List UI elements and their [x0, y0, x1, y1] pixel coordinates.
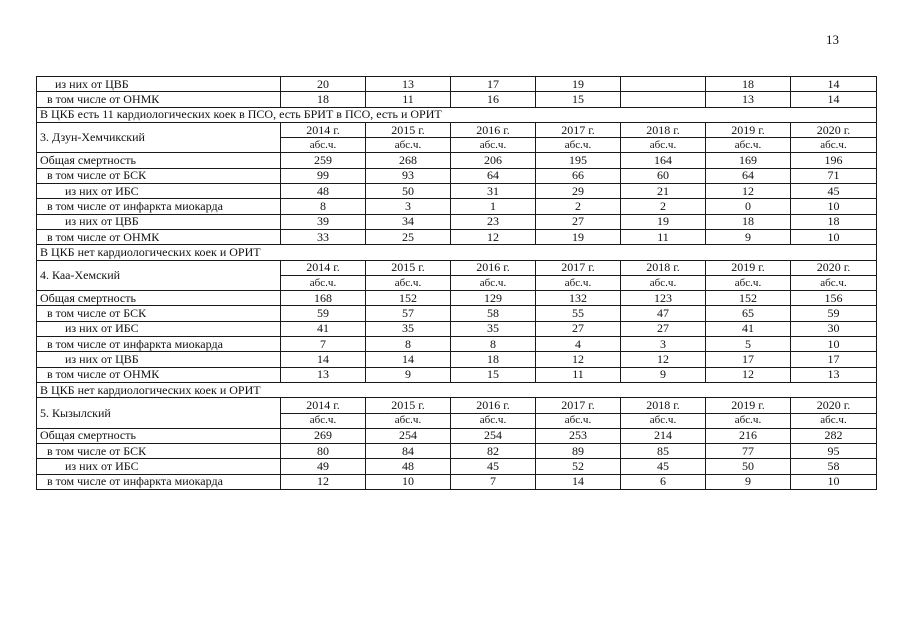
year-header: 2017 г.	[536, 398, 621, 413]
year-header: 2014 г.	[281, 122, 366, 137]
year-header: 2017 г.	[536, 122, 621, 137]
value-cell: 48	[281, 184, 366, 199]
value-cell: 99	[281, 168, 366, 183]
table-row	[37, 214, 877, 229]
unit-cell: абс.ч.	[281, 275, 366, 290]
value-cell: 18	[791, 214, 877, 229]
value-cell: 10	[791, 199, 877, 214]
table-row	[37, 367, 877, 382]
row-label: Общая смертность	[37, 153, 281, 168]
value-cell: 47	[621, 306, 706, 321]
value-cell: 0	[706, 199, 791, 214]
value-cell: 16	[451, 92, 536, 107]
value-cell: 2	[621, 199, 706, 214]
value-cell: 268	[366, 153, 451, 168]
unit-cell: абс.ч.	[706, 275, 791, 290]
value-cell: 80	[281, 444, 366, 459]
table-row	[37, 428, 877, 443]
value-cell: 59	[281, 306, 366, 321]
value-cell: 269	[281, 428, 366, 443]
value-cell: 20	[281, 77, 366, 92]
value-cell: 2	[536, 199, 621, 214]
row-label: из них от ЦВБ	[37, 214, 281, 229]
value-cell: 10	[791, 337, 877, 352]
year-header: 2018 г.	[621, 398, 706, 413]
value-cell: 9	[706, 229, 791, 244]
value-cell: 152	[706, 291, 791, 306]
row-label: из них от ИБС	[37, 459, 281, 474]
value-cell: 17	[451, 77, 536, 92]
value-cell: 15	[451, 367, 536, 382]
table-row	[37, 92, 877, 107]
row-label: в том числе от ОНМК	[37, 367, 281, 382]
table-row	[37, 321, 877, 336]
value-cell: 18	[451, 352, 536, 367]
row-label: в том числе от инфаркта миокарда	[37, 337, 281, 352]
value-cell: 30	[791, 321, 877, 336]
value-cell: 7	[281, 337, 366, 352]
year-header: 2020 г.	[791, 122, 877, 137]
table-row	[37, 474, 877, 489]
year-header: 2015 г.	[366, 398, 451, 413]
value-cell: 27	[536, 214, 621, 229]
value-cell: 214	[621, 428, 706, 443]
row-label: в том числе от инфаркта миокарда	[37, 199, 281, 214]
year-header: 2014 г.	[281, 260, 366, 275]
value-cell: 1	[451, 199, 536, 214]
value-cell: 259	[281, 153, 366, 168]
value-cell: 14	[791, 77, 877, 92]
value-cell: 45	[451, 459, 536, 474]
value-cell: 58	[791, 459, 877, 474]
value-cell: 3	[366, 199, 451, 214]
value-cell: 164	[621, 153, 706, 168]
value-cell: 12	[621, 352, 706, 367]
unit-cell: абс.ч.	[621, 275, 706, 290]
year-header: 2019 г.	[706, 260, 791, 275]
value-cell: 7	[451, 474, 536, 489]
unit-cell: абс.ч.	[706, 413, 791, 428]
year-header: 2015 г.	[366, 122, 451, 137]
row-label: из них от ИБС	[37, 184, 281, 199]
value-cell: 132	[536, 291, 621, 306]
value-cell: 60	[621, 168, 706, 183]
value-cell: 168	[281, 291, 366, 306]
section-note-row	[37, 245, 877, 260]
unit-cell: абс.ч.	[621, 413, 706, 428]
value-cell: 27	[536, 321, 621, 336]
value-cell: 13	[791, 367, 877, 382]
value-cell: 123	[621, 291, 706, 306]
value-cell: 195	[536, 153, 621, 168]
value-cell: 11	[536, 367, 621, 382]
row-label: из них от ЦВБ	[37, 77, 281, 92]
unit-cell: абс.ч.	[366, 275, 451, 290]
unit-cell: абс.ч.	[536, 413, 621, 428]
year-header: 2018 г.	[621, 260, 706, 275]
value-cell: 19	[536, 229, 621, 244]
table-row	[37, 306, 877, 321]
district-name: 4. Каа-Хемский	[37, 260, 281, 291]
unit-cell: абс.ч.	[706, 138, 791, 153]
value-cell: 282	[791, 428, 877, 443]
district-name: 3. Дзун-Хемчикский	[37, 122, 281, 153]
table-row	[37, 77, 877, 92]
year-header: 2020 г.	[791, 398, 877, 413]
table-row	[37, 291, 877, 306]
value-cell: 12	[706, 367, 791, 382]
table-row	[37, 459, 877, 474]
value-cell	[621, 77, 706, 92]
unit-cell: абс.ч.	[281, 138, 366, 153]
value-cell: 50	[706, 459, 791, 474]
unit-cell: абс.ч.	[791, 413, 877, 428]
value-cell: 57	[366, 306, 451, 321]
value-cell: 65	[706, 306, 791, 321]
value-cell: 41	[706, 321, 791, 336]
value-cell: 89	[536, 444, 621, 459]
value-cell: 45	[791, 184, 877, 199]
value-cell: 18	[281, 92, 366, 107]
value-cell: 18	[706, 77, 791, 92]
value-cell: 34	[366, 214, 451, 229]
unit-cell: абс.ч.	[451, 413, 536, 428]
row-label: в том числе от БСК	[37, 168, 281, 183]
value-cell: 8	[366, 337, 451, 352]
value-cell: 11	[621, 229, 706, 244]
row-label: в том числе от ОНМК	[37, 92, 281, 107]
section-note-row	[37, 107, 877, 122]
value-cell: 156	[791, 291, 877, 306]
unit-cell: абс.ч.	[451, 275, 536, 290]
value-cell: 12	[281, 474, 366, 489]
year-header: 2016 г.	[451, 398, 536, 413]
section-note: В ЦКБ есть 11 кардиологических коек в ПСО, есть БРИТ в ПСО, есть и ОРИТ	[37, 107, 877, 122]
district-header-row	[37, 260, 877, 275]
value-cell: 12	[706, 184, 791, 199]
value-cell: 12	[536, 352, 621, 367]
district-header-row	[37, 122, 877, 137]
value-cell: 66	[536, 168, 621, 183]
value-cell: 196	[791, 153, 877, 168]
value-cell: 39	[281, 214, 366, 229]
value-cell: 206	[451, 153, 536, 168]
value-cell: 77	[706, 444, 791, 459]
unit-cell: абс.ч.	[366, 138, 451, 153]
value-cell: 48	[366, 459, 451, 474]
row-label: из них от ИБС	[37, 321, 281, 336]
row-label: в том числе от БСК	[37, 306, 281, 321]
year-header: 2020 г.	[791, 260, 877, 275]
value-cell: 254	[366, 428, 451, 443]
table-body	[37, 77, 877, 490]
value-cell: 6	[621, 474, 706, 489]
year-header: 2016 г.	[451, 260, 536, 275]
value-cell: 35	[451, 321, 536, 336]
table-row	[37, 352, 877, 367]
value-cell: 14	[536, 474, 621, 489]
value-cell: 82	[451, 444, 536, 459]
value-cell: 10	[791, 474, 877, 489]
district-name: 5. Кызылский	[37, 398, 281, 429]
value-cell: 216	[706, 428, 791, 443]
value-cell: 93	[366, 168, 451, 183]
page-number: 13	[826, 32, 839, 47]
table-row	[37, 229, 877, 244]
value-cell: 25	[366, 229, 451, 244]
table-row	[37, 199, 877, 214]
value-cell: 13	[281, 367, 366, 382]
year-header: 2017 г.	[536, 260, 621, 275]
value-cell: 31	[451, 184, 536, 199]
row-label: Общая смертность	[37, 428, 281, 443]
value-cell: 11	[366, 92, 451, 107]
value-cell: 64	[451, 168, 536, 183]
value-cell: 55	[536, 306, 621, 321]
value-cell: 4	[536, 337, 621, 352]
value-cell: 23	[451, 214, 536, 229]
value-cell: 35	[366, 321, 451, 336]
unit-cell: абс.ч.	[536, 138, 621, 153]
value-cell: 95	[791, 444, 877, 459]
unit-cell: абс.ч.	[366, 413, 451, 428]
value-cell: 12	[451, 229, 536, 244]
year-header: 2018 г.	[621, 122, 706, 137]
value-cell: 13	[706, 92, 791, 107]
row-label: из них от ЦВБ	[37, 352, 281, 367]
row-label: в том числе от БСК	[37, 444, 281, 459]
value-cell: 85	[621, 444, 706, 459]
value-cell: 14	[281, 352, 366, 367]
unit-cell: абс.ч.	[536, 275, 621, 290]
value-cell: 129	[451, 291, 536, 306]
value-cell: 17	[791, 352, 877, 367]
value-cell: 58	[451, 306, 536, 321]
value-cell: 17	[706, 352, 791, 367]
row-label: Общая смертность	[37, 291, 281, 306]
table-row	[37, 444, 877, 459]
year-header: 2019 г.	[706, 122, 791, 137]
value-cell: 52	[536, 459, 621, 474]
value-cell: 10	[366, 474, 451, 489]
district-header-row	[37, 398, 877, 413]
value-cell: 5	[706, 337, 791, 352]
value-cell	[621, 92, 706, 107]
value-cell: 14	[366, 352, 451, 367]
value-cell: 8	[281, 199, 366, 214]
value-cell: 169	[706, 153, 791, 168]
table-row	[37, 153, 877, 168]
table-row	[37, 184, 877, 199]
unit-cell: абс.ч.	[621, 138, 706, 153]
value-cell: 19	[536, 77, 621, 92]
section-note: В ЦКБ нет кардиологических коек и ОРИТ	[37, 382, 877, 397]
value-cell: 13	[366, 77, 451, 92]
value-cell: 41	[281, 321, 366, 336]
year-header: 2019 г.	[706, 398, 791, 413]
value-cell: 64	[706, 168, 791, 183]
value-cell: 10	[791, 229, 877, 244]
unit-cell: абс.ч.	[451, 138, 536, 153]
value-cell: 33	[281, 229, 366, 244]
value-cell: 9	[706, 474, 791, 489]
row-label: в том числе от ОНМК	[37, 229, 281, 244]
value-cell: 59	[791, 306, 877, 321]
table-row	[37, 337, 877, 352]
unit-cell: абс.ч.	[791, 138, 877, 153]
table-row	[37, 168, 877, 183]
value-cell: 3	[621, 337, 706, 352]
year-header: 2014 г.	[281, 398, 366, 413]
row-label: в том числе от инфаркта миокарда	[37, 474, 281, 489]
value-cell: 14	[791, 92, 877, 107]
value-cell: 18	[706, 214, 791, 229]
value-cell: 9	[366, 367, 451, 382]
value-cell: 254	[451, 428, 536, 443]
value-cell: 49	[281, 459, 366, 474]
value-cell: 9	[621, 367, 706, 382]
value-cell: 152	[366, 291, 451, 306]
value-cell: 253	[536, 428, 621, 443]
mortality-table	[36, 76, 877, 490]
value-cell: 19	[621, 214, 706, 229]
value-cell: 27	[621, 321, 706, 336]
value-cell: 84	[366, 444, 451, 459]
value-cell: 21	[621, 184, 706, 199]
value-cell: 29	[536, 184, 621, 199]
value-cell: 8	[451, 337, 536, 352]
section-note-row	[37, 382, 877, 397]
value-cell: 50	[366, 184, 451, 199]
year-header: 2015 г.	[366, 260, 451, 275]
value-cell: 45	[621, 459, 706, 474]
value-cell: 15	[536, 92, 621, 107]
unit-cell: абс.ч.	[791, 275, 877, 290]
section-note: В ЦКБ нет кардиологических коек и ОРИТ	[37, 245, 877, 260]
value-cell: 71	[791, 168, 877, 183]
unit-cell: абс.ч.	[281, 413, 366, 428]
year-header: 2016 г.	[451, 122, 536, 137]
